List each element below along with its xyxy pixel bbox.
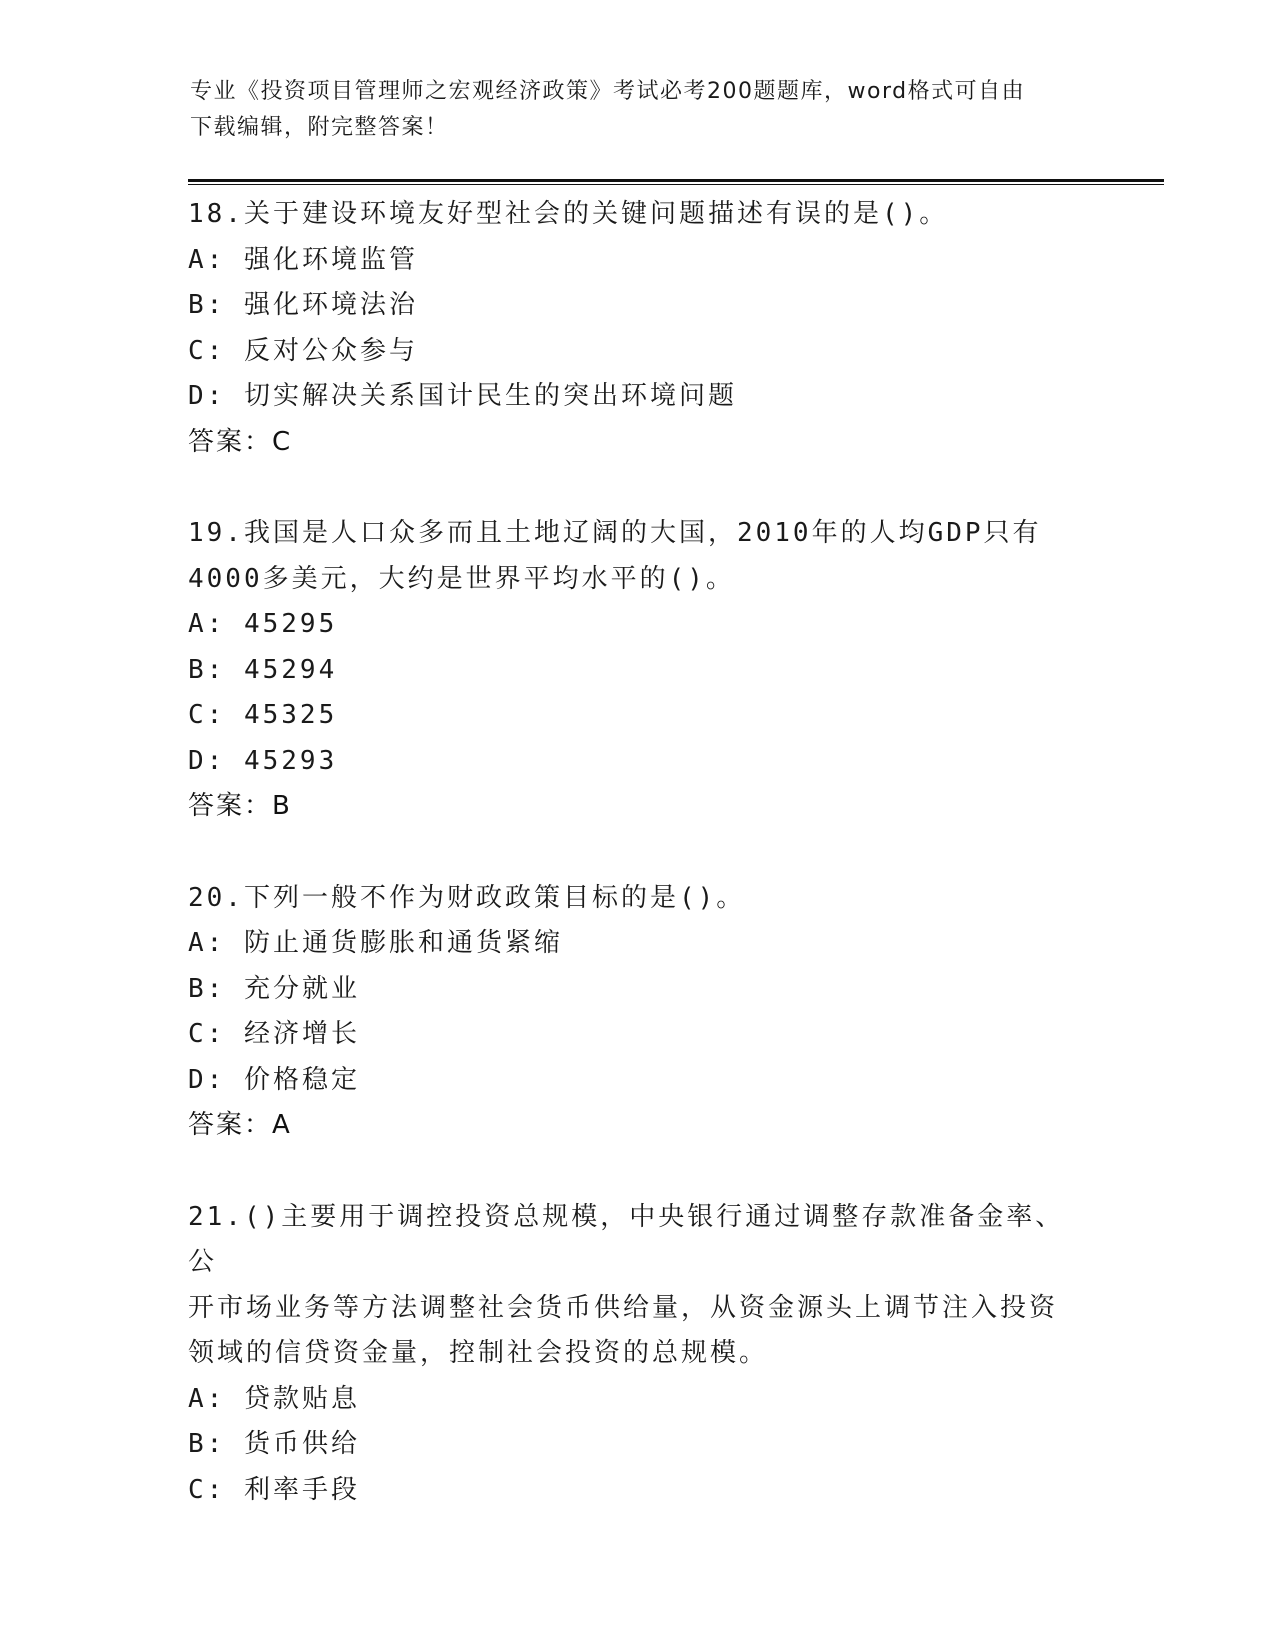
question-list (188, 192, 1088, 1559)
option-c: C: 经济增长 (188, 1019, 360, 1049)
question-20 (188, 876, 1088, 1149)
stem-line: 18.关于建设环境友好型社会的关键问题描述有误的是()。 (188, 199, 949, 229)
option-a: A: 强化环境监管 (188, 244, 418, 275)
option-c: C: 45325 (188, 700, 338, 730)
stem-line: 4000多美元，大约是世界平均水平的()。 (188, 563, 735, 594)
question-stem (188, 1195, 1088, 1377)
stem-line: 21.()主要用于调控投资总规模，中央银行通过调整存款准备金率、公 (188, 1201, 1065, 1277)
option-d: D: 切实解决关系国计民生的突出环境问题 (188, 381, 737, 411)
header-line-1: 专业《投资项目管理师之宏观经济政策》考试必考200题题库，word格式可自由 (190, 79, 1026, 104)
stem-line: 开市场业务等方法调整社会货币供给量，从资金源头上调节注入投资 (188, 1292, 1059, 1323)
stem-line: 20.下列一般不作为财政政策目标的是()。 (188, 882, 746, 913)
answer-line: 答案：B (188, 791, 292, 821)
option-c: C: 反对公众参与 (188, 335, 418, 366)
header-divider-thick (188, 179, 1164, 182)
option-b: B: 强化环境法治 (188, 290, 418, 320)
question-18 (188, 192, 1088, 465)
answer-line: 答案：A (188, 1110, 292, 1140)
header-divider-thin (188, 184, 1164, 185)
question-19 (188, 511, 1088, 830)
option-a: A: 贷款贴息 (188, 1383, 360, 1414)
option-d: D: 45293 (188, 745, 338, 776)
question-21 (188, 1195, 1088, 1514)
option-a: A: 防止通货膨胀和通货紧缩 (188, 928, 563, 958)
option-a: A: 45295 (188, 609, 338, 639)
stem-line: 19.我国是人口众多而且土地辽阔的大国，2010年的人均GDP只有 (188, 518, 1042, 548)
option-d: D: 价格稳定 (188, 1064, 360, 1095)
question-stem (188, 192, 1088, 238)
option-c: C: 利率手段 (188, 1474, 360, 1505)
option-b: B: 充分就业 (188, 973, 360, 1004)
document-header (190, 74, 1090, 146)
stem-line: 领域的信贷资金量，控制社会投资的总规模。 (188, 1338, 769, 1368)
option-b: B: 货币供给 (188, 1429, 360, 1459)
answer-line: 答案：C (188, 426, 293, 457)
header-line-2: 下载编辑，附完整答案！ (190, 115, 449, 140)
question-stem (188, 876, 1088, 922)
option-b: B: 45294 (188, 654, 338, 685)
question-stem (188, 511, 1088, 602)
